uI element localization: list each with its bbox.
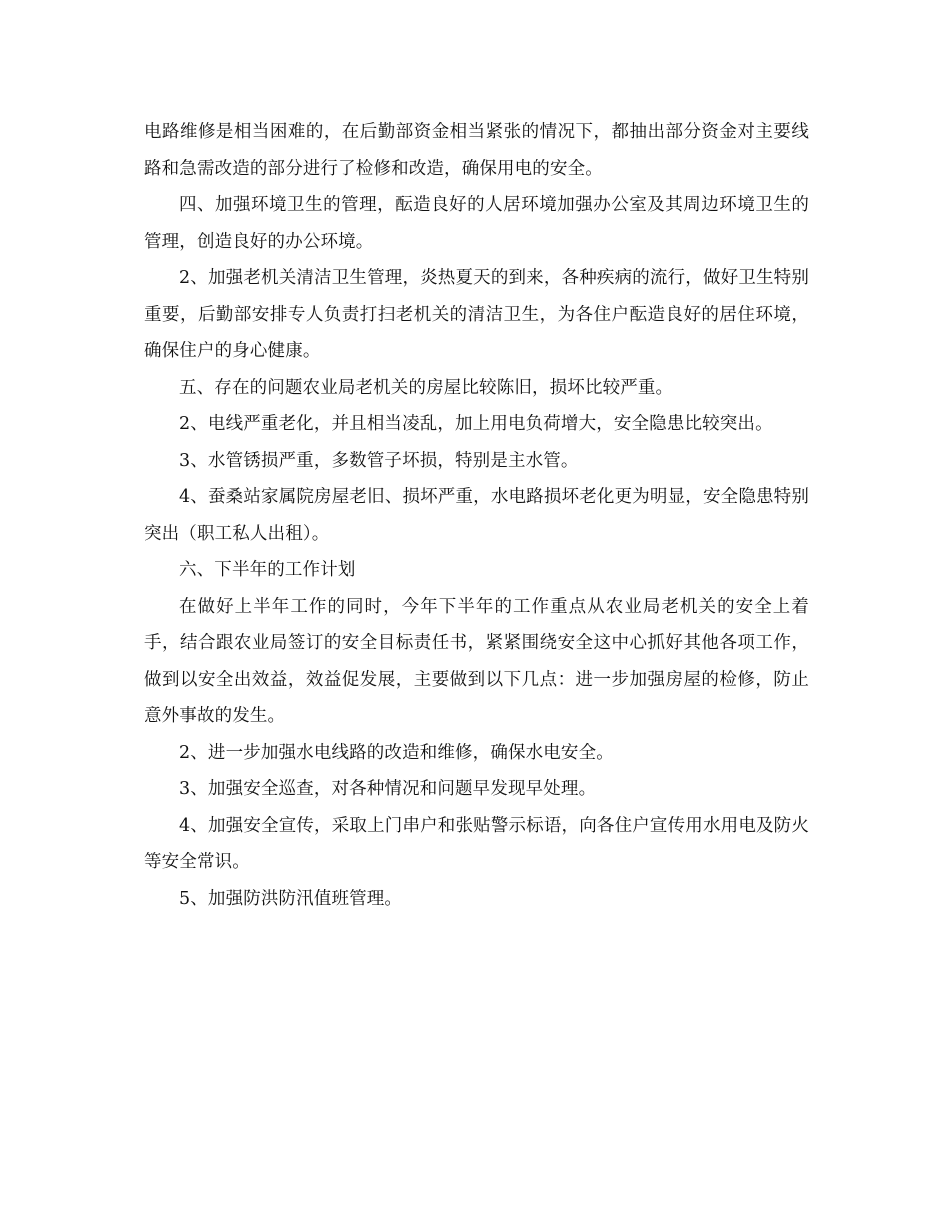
paragraph-work-plan: 在做好上半年工作的同时，今年下半年的工作重点从农业局老机关的安全上着手，结合跟农业局签订的安全目标责任书，紧紧围绕安全这中心抓好其他各项工作，做到以安全出效益，效益促发展，主要做到以下几点：进一步加强房屋的检修，防止意外事故的发生。	[144, 596, 809, 726]
paragraph-plan-item-5: 5、加强防洪防汛值班管理。	[179, 888, 403, 909]
paragraph-wiring-issue: 2、电线严重老化，并且相当凌乱，加上用电负荷增大，安全隐患比较突出。	[179, 414, 773, 434]
paragraph-housing-issue: 4、蚕桑站家属院房屋老旧、损坏严重，水电路损坏老化更为明显，安全隐患特别突出（职工私人出租）。	[144, 487, 809, 544]
paragraph-plan-item-2: 2、进一步加强水电线路的改造和维修，确保水电安全。	[179, 742, 614, 763]
paragraph-section-six-heading: 六、下半年的工作计划	[179, 560, 356, 580]
paragraph-cleaning-management: 2、加强老机关清洁卫生管理，炎热夏天的到来，各种疾病的流行，做好卫生特别重要，后勤部安排专人负责打扫老机关的清洁卫生，为各住户酝造良好的居住环境，确保住户的身心健康。	[144, 268, 809, 361]
paragraph-continuation: 电路维修是相当困难的，在后勤部资金相当紧张的情况下，都抽出部分资金对主要线路和急需改造的部分进行了检修和改造，确保用电的安全。	[144, 122, 809, 179]
document-body	[144, 114, 809, 917]
paragraph-section-five: 五、存在的问题农业局老机关的房屋比较陈旧，损坏比较严重。	[179, 377, 674, 398]
paragraph-plan-item-3: 3、加强安全巡查，对各种情况和问题早发现早处理。	[179, 779, 597, 799]
paragraph-plan-item-4: 4、加强安全宣传，采取上门串户和张贴警示标语，向各住户宣传用水用电及防火等安全常识。	[144, 815, 809, 872]
paragraph-section-four: 四、加强环境卫生的管理，酝造良好的人居环境加强办公室及其周边环境卫生的管理，创造良好的办公环境。	[144, 195, 809, 252]
paragraph-pipe-issue: 3、水管锈损严重，多数管子坏损，特别是主水管。	[179, 450, 579, 471]
